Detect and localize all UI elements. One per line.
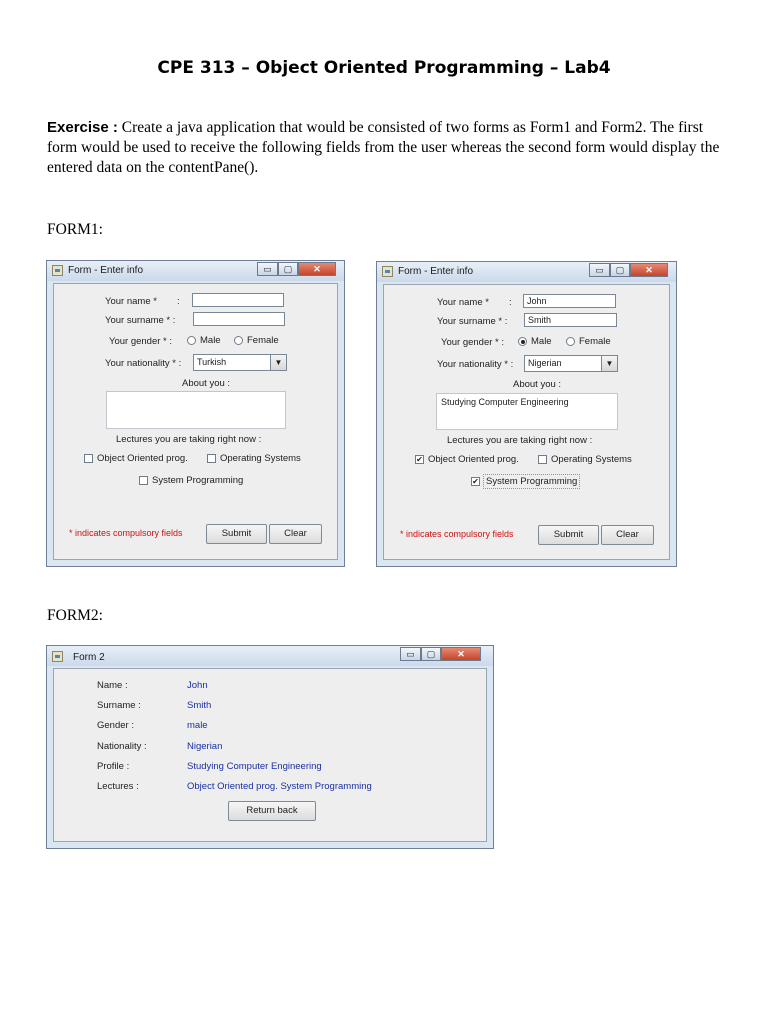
form2-heading: FORM2: <box>47 607 103 624</box>
sp-label: System Programming <box>152 475 244 486</box>
name-label: Your name * <box>105 296 157 307</box>
surname-field[interactable]: Smith <box>524 313 617 327</box>
gender-label: Gender : <box>97 720 134 731</box>
profile-label: Profile : <box>97 761 130 772</box>
title-bar[interactable] <box>47 646 493 666</box>
lectures-label: Lectures you are taking right now : <box>116 434 262 445</box>
nationality-label: Your nationality * : <box>105 358 182 369</box>
surname-value: Smith <box>187 700 212 711</box>
maximize-icon[interactable]: ▢ <box>421 647 441 661</box>
lectures-label: Lectures : <box>97 781 139 792</box>
maximize-icon[interactable]: ▢ <box>610 263 630 277</box>
female-radio[interactable] <box>234 336 243 345</box>
required-note: * indicates compulsory fields <box>400 529 514 539</box>
sp-label: System Programming <box>483 474 580 489</box>
male-radio[interactable] <box>187 336 196 345</box>
clear-button[interactable]: Clear <box>269 524 322 544</box>
surname-label: Your surname * : <box>105 315 176 326</box>
about-textarea[interactable]: Studying Computer Engineering <box>436 393 618 430</box>
form1-heading: FORM1: <box>47 221 103 238</box>
minimize-icon[interactable]: ▭ <box>257 262 278 276</box>
close-icon[interactable]: ✕ <box>298 262 336 276</box>
nationality-dropdown[interactable] <box>193 354 287 371</box>
name-label: Your name * <box>437 297 489 308</box>
content-pane <box>53 283 338 560</box>
window-title: Form 2 <box>73 652 105 663</box>
nationality-value: Nigerian <box>187 741 223 752</box>
content-pane <box>383 284 670 560</box>
name-field[interactable] <box>192 293 284 307</box>
surname-label: Surname : <box>97 700 141 711</box>
os-checkbox[interactable] <box>538 455 547 464</box>
name-field[interactable]: John <box>523 294 616 308</box>
submit-button[interactable]: Submit <box>206 524 267 544</box>
lectures-value: Object Oriented prog. System Programming <box>187 781 372 792</box>
nationality-label: Nationality : <box>97 741 147 752</box>
oop-label: Object Oriented prog. <box>97 453 188 464</box>
nationality-dropdown[interactable] <box>524 355 618 372</box>
gender-label: Your gender * : <box>441 337 505 348</box>
exercise-text: Create a java application that would be consisted of two forms as Form1 and Form2. The first form would be used to receive the following fields from the user whereas the second form would display the entered data on the contentPane(). <box>47 119 720 176</box>
nationality-value: Turkish <box>197 357 227 367</box>
window-title: Form - Enter info <box>68 265 144 276</box>
about-textarea[interactable] <box>106 391 286 429</box>
minimize-icon[interactable]: ▭ <box>589 263 610 277</box>
surname-field[interactable] <box>193 312 285 326</box>
male-radio[interactable] <box>518 337 527 346</box>
minimize-icon[interactable]: ▭ <box>400 647 421 661</box>
window-title: Form - Enter info <box>398 266 474 277</box>
sp-checkbox[interactable] <box>139 476 148 485</box>
surname-label: Your surname * : <box>437 316 508 327</box>
os-checkbox[interactable] <box>207 454 216 463</box>
maximize-icon[interactable]: ▢ <box>278 262 298 276</box>
return-back-button[interactable]: Return back <box>228 801 316 821</box>
oop-checkbox[interactable]: ✔ <box>416 455 423 464</box>
chevron-down-icon[interactable]: ▼ <box>270 355 286 370</box>
nationality-label: Your nationality * : <box>437 359 514 370</box>
gender-label: Your gender * : <box>109 336 173 347</box>
name-colon: : <box>509 297 512 308</box>
java-app-icon <box>52 265 63 276</box>
male-label: Male <box>200 335 221 346</box>
required-note: * indicates compulsory fields <box>69 528 183 538</box>
title-bar[interactable] <box>377 262 676 282</box>
submit-button[interactable]: Submit <box>538 525 599 545</box>
female-radio[interactable] <box>566 337 575 346</box>
female-label: Female <box>579 336 611 347</box>
clear-button[interactable]: Clear <box>601 525 654 545</box>
os-label: Operating Systems <box>220 453 301 464</box>
male-label: Male <box>531 336 552 347</box>
oop-label: Object Oriented prog. <box>428 454 519 465</box>
java-app-icon <box>382 266 393 277</box>
female-label: Female <box>247 335 279 346</box>
title-bar[interactable] <box>47 261 344 281</box>
close-icon[interactable]: ✕ <box>630 263 668 277</box>
content-pane <box>53 668 487 842</box>
exercise-label: Exercise : <box>47 119 118 136</box>
document-title: CPE 313 – Object Oriented Programming – Lab4 <box>157 58 611 78</box>
oop-checkbox[interactable] <box>84 454 93 463</box>
form1-filled-window <box>376 261 677 567</box>
name-label: Name : <box>97 680 128 691</box>
exercise-paragraph <box>47 118 727 178</box>
sp-checkbox[interactable]: ✔ <box>472 477 479 486</box>
about-label: About you : <box>513 379 562 390</box>
java-app-icon <box>52 651 63 662</box>
gender-value: male <box>187 720 208 731</box>
chevron-down-icon[interactable]: ▼ <box>601 356 617 371</box>
os-label: Operating Systems <box>551 454 632 465</box>
close-icon[interactable]: ✕ <box>441 647 481 661</box>
nationality-value: Nigerian <box>528 358 562 368</box>
lectures-label: Lectures you are taking right now : <box>447 435 593 446</box>
name-value: John <box>187 680 208 691</box>
name-colon: : <box>177 296 180 307</box>
about-label: About you : <box>182 378 231 389</box>
profile-value: Studying Computer Engineering <box>187 761 322 772</box>
form2-window <box>46 645 494 849</box>
form1-empty-window <box>46 260 345 567</box>
